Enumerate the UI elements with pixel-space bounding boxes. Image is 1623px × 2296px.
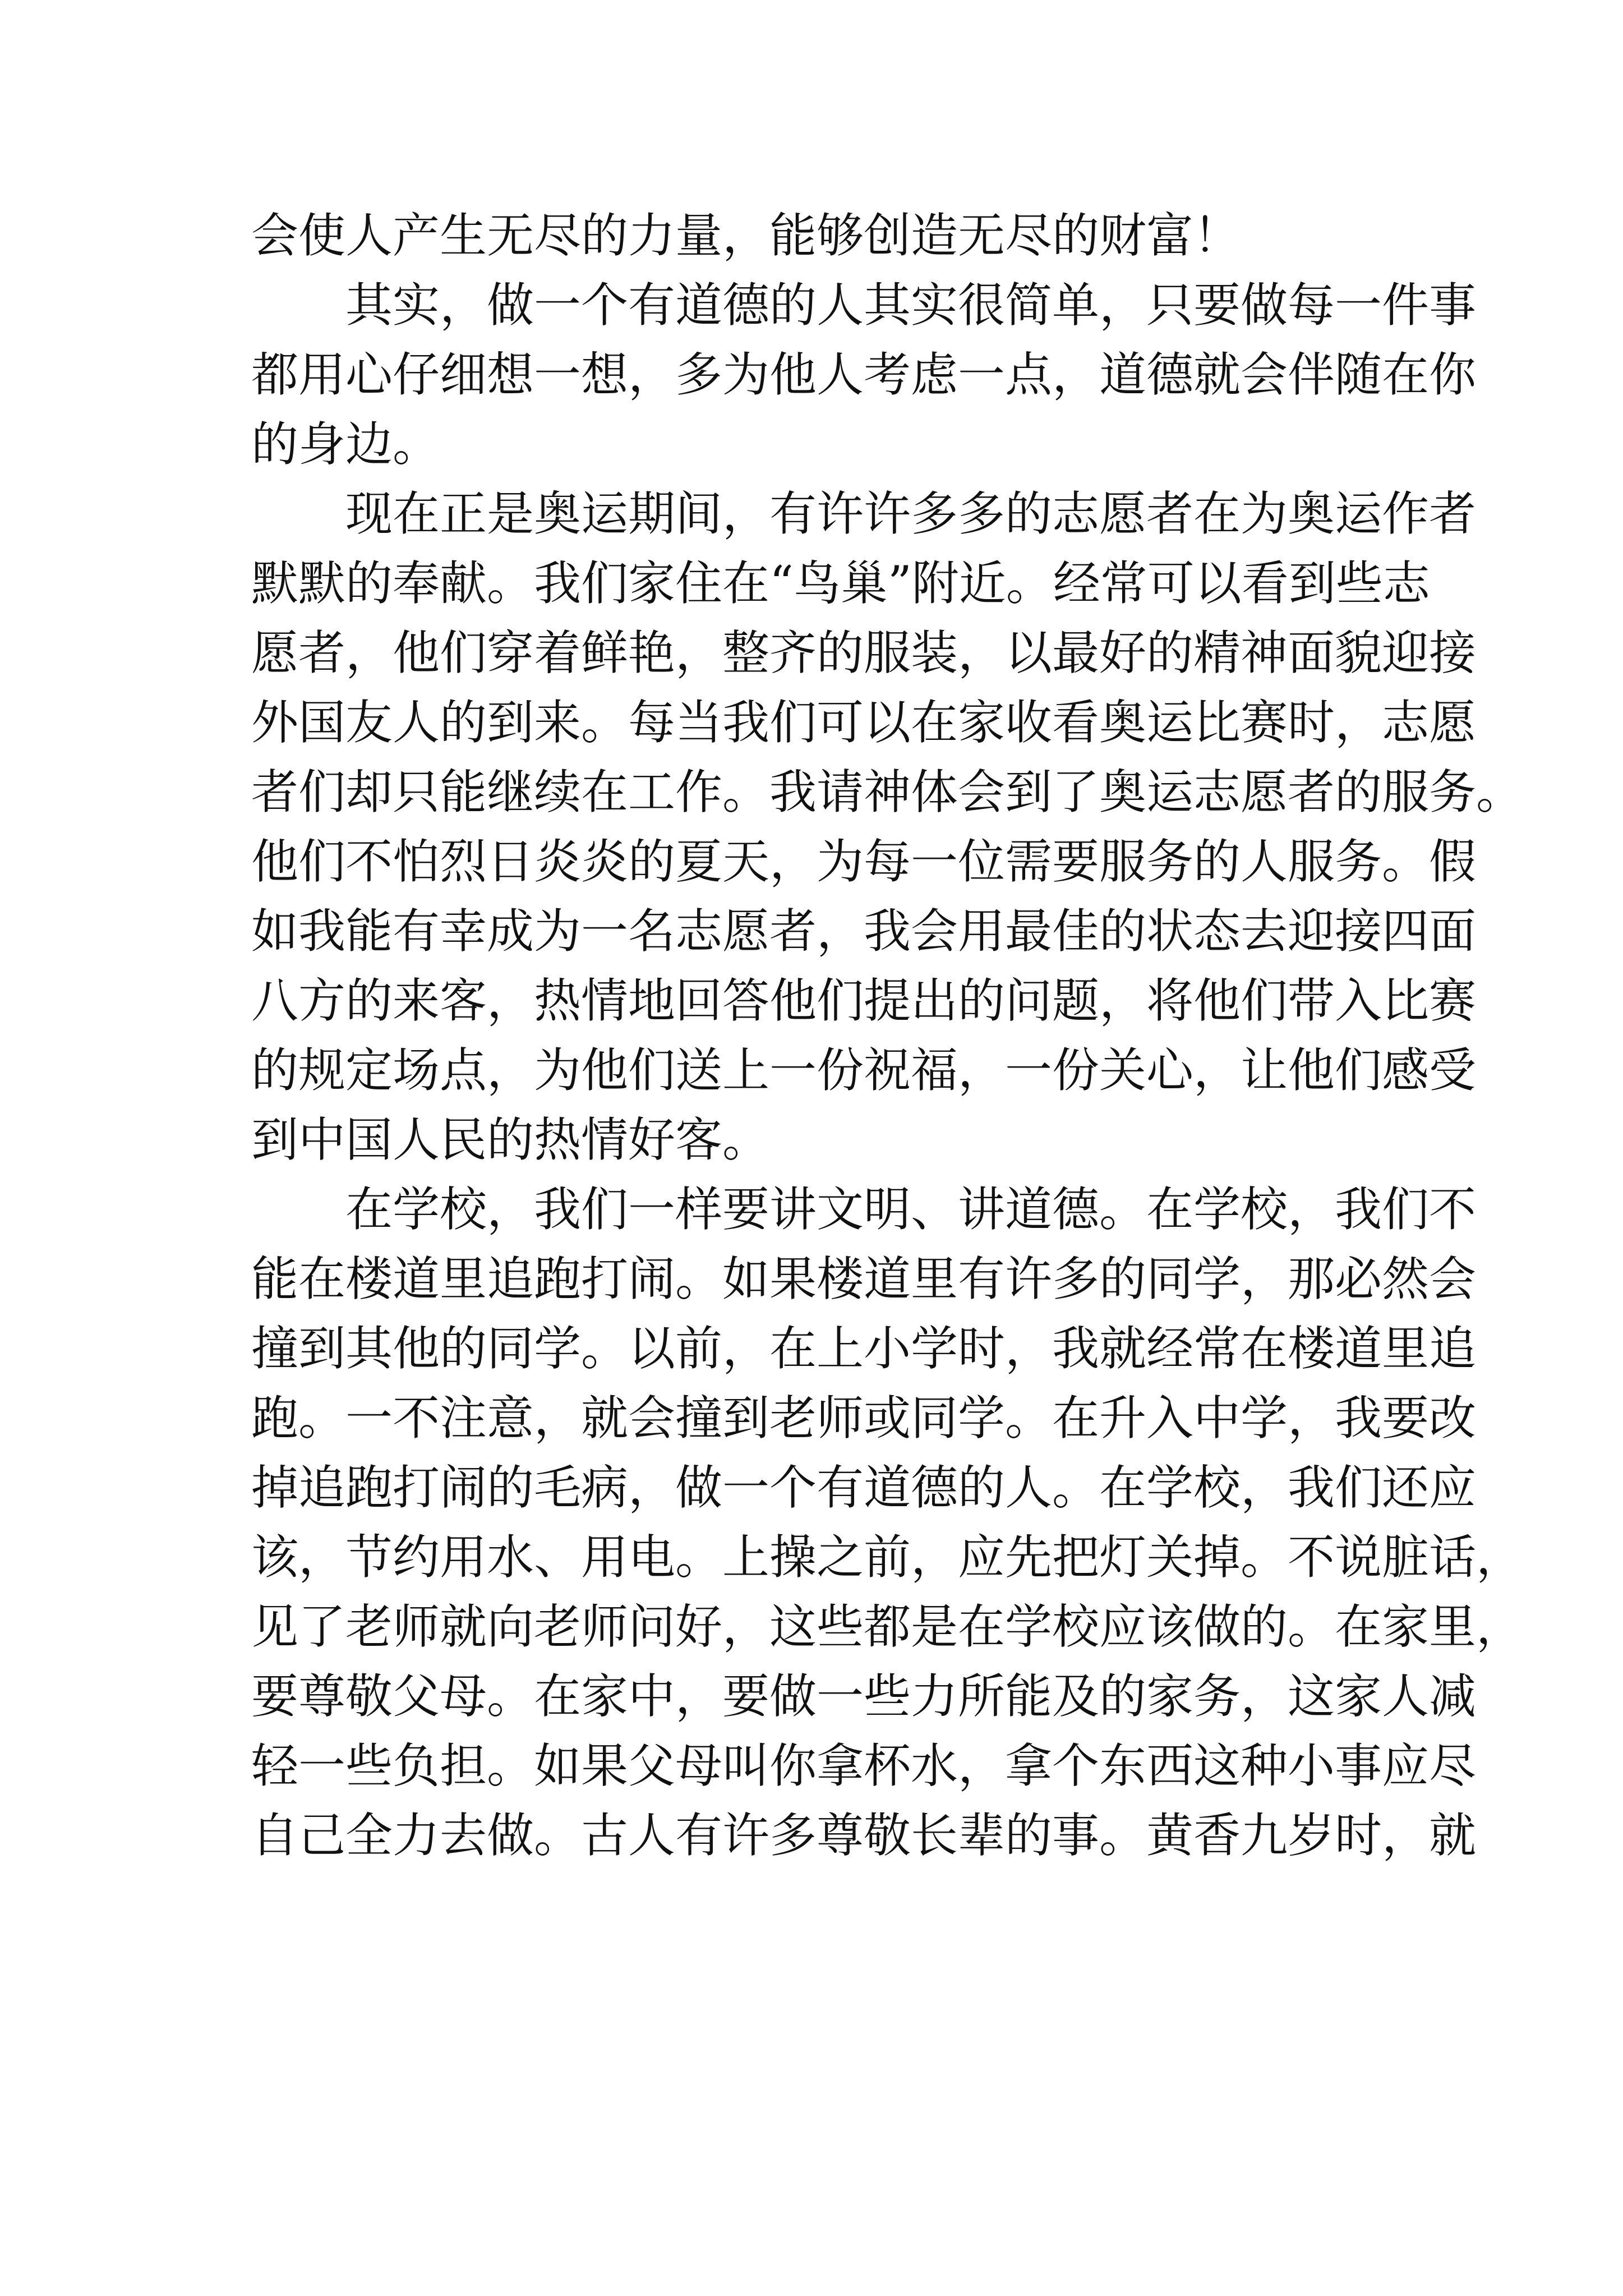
text-line: 他们不怕烈日炎炎的夏天，为每一位需要服务的人服务。假 <box>251 834 1477 889</box>
paragraph-first-line: 其实，做一个有道德的人其实很简单，只要做每一件事 <box>345 278 1477 333</box>
text-line: 掉追跑打闹的毛病，做一个有道德的人。在学校，我们还应 <box>251 1460 1477 1515</box>
text-line: 如我能有幸成为一名志愿者，我会用最佳的状态去迎接四面 <box>251 904 1477 959</box>
text-line: 能在楼道里追跑打闹。如果楼道里有许多的同学，那必然会 <box>251 1251 1477 1306</box>
text-line: 到中国人民的热情好客。 <box>251 1112 770 1167</box>
text-line: 者们却只能继续在工作。我请神体会到了奥运志愿者的服务。 <box>251 765 1524 820</box>
text-line: 愿者，他们穿着鲜艳，整齐的服装，以最好的精神面貌迎接 <box>251 625 1477 680</box>
text-line: 轻一些负担。如果父母叫你拿杯水，拿个东西这种小事应尽 <box>251 1738 1477 1793</box>
text-line: 该，节约用水、用电。上操之前，应先把灯关掉。不说脏话， <box>251 1530 1524 1585</box>
text-line: 外国友人的到来。每当我们可以在家收看奥运比赛时，志愿 <box>251 695 1477 750</box>
body-text <box>251 201 1524 1870</box>
text-line: 见了老师就向老师问好，这些都是在学校应该做的。在家里， <box>251 1599 1524 1654</box>
text-line: 会使人产生无尽的力量，能够创造无尽的财富！ <box>251 208 1241 263</box>
text-line: 跑。一不注意，就会撞到老师或同学。在升入中学，我要改 <box>251 1391 1477 1446</box>
text-line: 都用心仔细想一想，多为他人考虑一点，道德就会伴随在你 <box>251 347 1477 402</box>
text-line: 默默的奉献。我们家住在“鸟巢”附近。经常可以看到些志 <box>251 556 1430 611</box>
text-line: 自己全力去做。古人有许多尊敬长辈的事。黄香九岁时，就 <box>251 1808 1477 1863</box>
text-line: 撞到其他的同学。以前，在上小学时，我就经常在楼道里追 <box>251 1321 1477 1376</box>
paragraph-first-line: 现在正是奥运期间，有许许多多的志愿者在为奥运作者 <box>345 486 1477 541</box>
text-line: 的身边。 <box>251 417 440 472</box>
paragraph-first-line: 在学校，我们一样要讲文明、讲道德。在学校，我们不 <box>345 1182 1477 1237</box>
text-line: 八方的来客，热情地回答他们提出的问题，将他们带入比赛 <box>251 973 1477 1028</box>
text-line: 要尊敬父母。在家中，要做一些力所能及的家务，这家人减 <box>251 1669 1477 1724</box>
text-line: 的规定场点，为他们送上一份祝福，一份关心，让他们感受 <box>251 1043 1477 1098</box>
